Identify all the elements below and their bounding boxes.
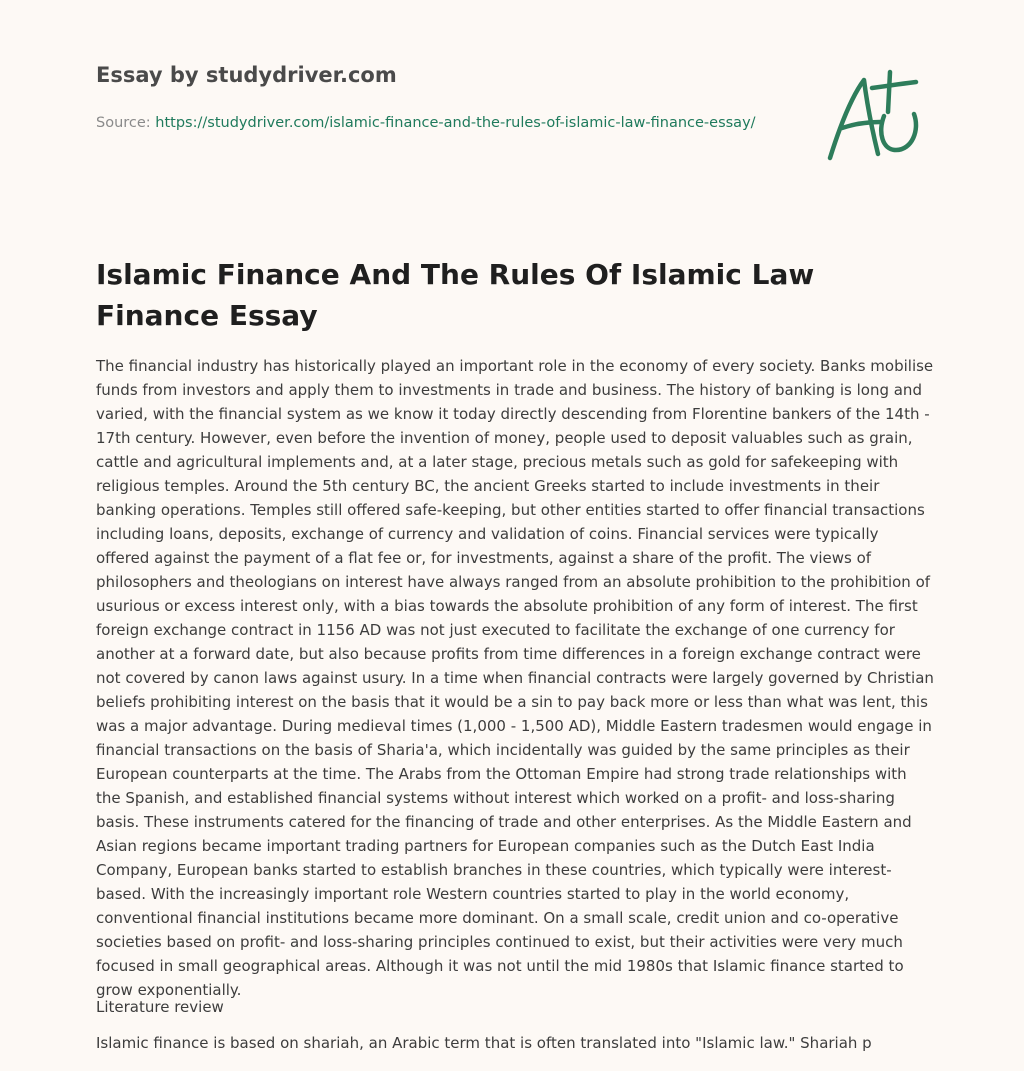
source-label: Source: <box>96 115 156 131</box>
a-plus-logo <box>820 66 930 166</box>
site-title: Essay by studydriver.com <box>96 63 397 87</box>
literature-paragraph: Islamic finance is based on shariah, an Arabic term that is often translated into "Islamic law." Shariah p <box>96 1034 872 1052</box>
source-line <box>96 112 756 134</box>
essay-title: Islamic Finance And The Rules Of Islamic Law Finance Essay <box>96 258 815 332</box>
source-link[interactable]: https://studydriver.com/islamic-finance-and-the-rules-of-islamic-law-finance-essay/ <box>155 115 756 131</box>
essay-paragraph: The financial industry has historically played an important role in the economy of every society. Banks mobilise funds from investors and apply them to investments in trade and business. The history of banking is long and varied, with the financial system as we know it today directly descending from Florentine bankers of the 14th - 17th century. However, even before the invention of money, people used to deposit valuables such as grain, cattle and agricultural implements and, at a later stage, precious metals such as gold for safekeeping with religious temples. Around the 5th century BC, the ancient Greeks started to include investments in their banking operations. Temples still offered safe-keeping, but other entities started to offer financial transactions including loans, deposits, exchange of currency and validation of coins. Financial services were typically offered against the payment of a flat fee or, for investments, against a share of the profit. The views of philosophers and theologians on interest have always ranged from an absolute prohibition to the prohibition of usurious or excess interest only, with a bias towards the absolute prohibition of any form of interest. The first foreign exchange contract in 1156 AD was not just executed to facilitate the exchange of one currency for another at a forward date, but also because profits from time differences in a foreign exchange contract were not covered by canon laws against usury. In a time when financial contracts were largely governed by Christian beliefs prohibiting interest on the basis that it would be a sin to pay back more or less than what was lent, this was a major advantage. During medieval times (1,000 - 1,500 AD), Middle Eastern tradesmen would engage in financial transactions on the basis of Sharia'a, which incidentally was guided by the same principles as their European counterparts at the time. The Arabs from the Ottoman Empire had strong trade relationships with the Spanish, and established financial systems without interest which worked on a profit- and loss-sharing basis. These instruments catered for the financing of trade and other enterprises. As the Middle Eastern and Asian regions became important trading partners for European companies such as the Dutch East India Company, European banks started to establish branches in these countries, which typically were interest-based. With the increasingly important role Western countries started to play in the world economy, conventional financial institutions became more dominant. On a small scale, credit union and co-operative societies based on profit- and loss-sharing principles continued to exist, but their activities were very much focused in small geographical areas. Although it was not until the mid 1980s that Islamic finance started to grow exponentially. <box>96 357 934 999</box>
literature-review-heading: Literature review <box>96 998 224 1016</box>
a-plus-logo-icon <box>820 66 930 166</box>
